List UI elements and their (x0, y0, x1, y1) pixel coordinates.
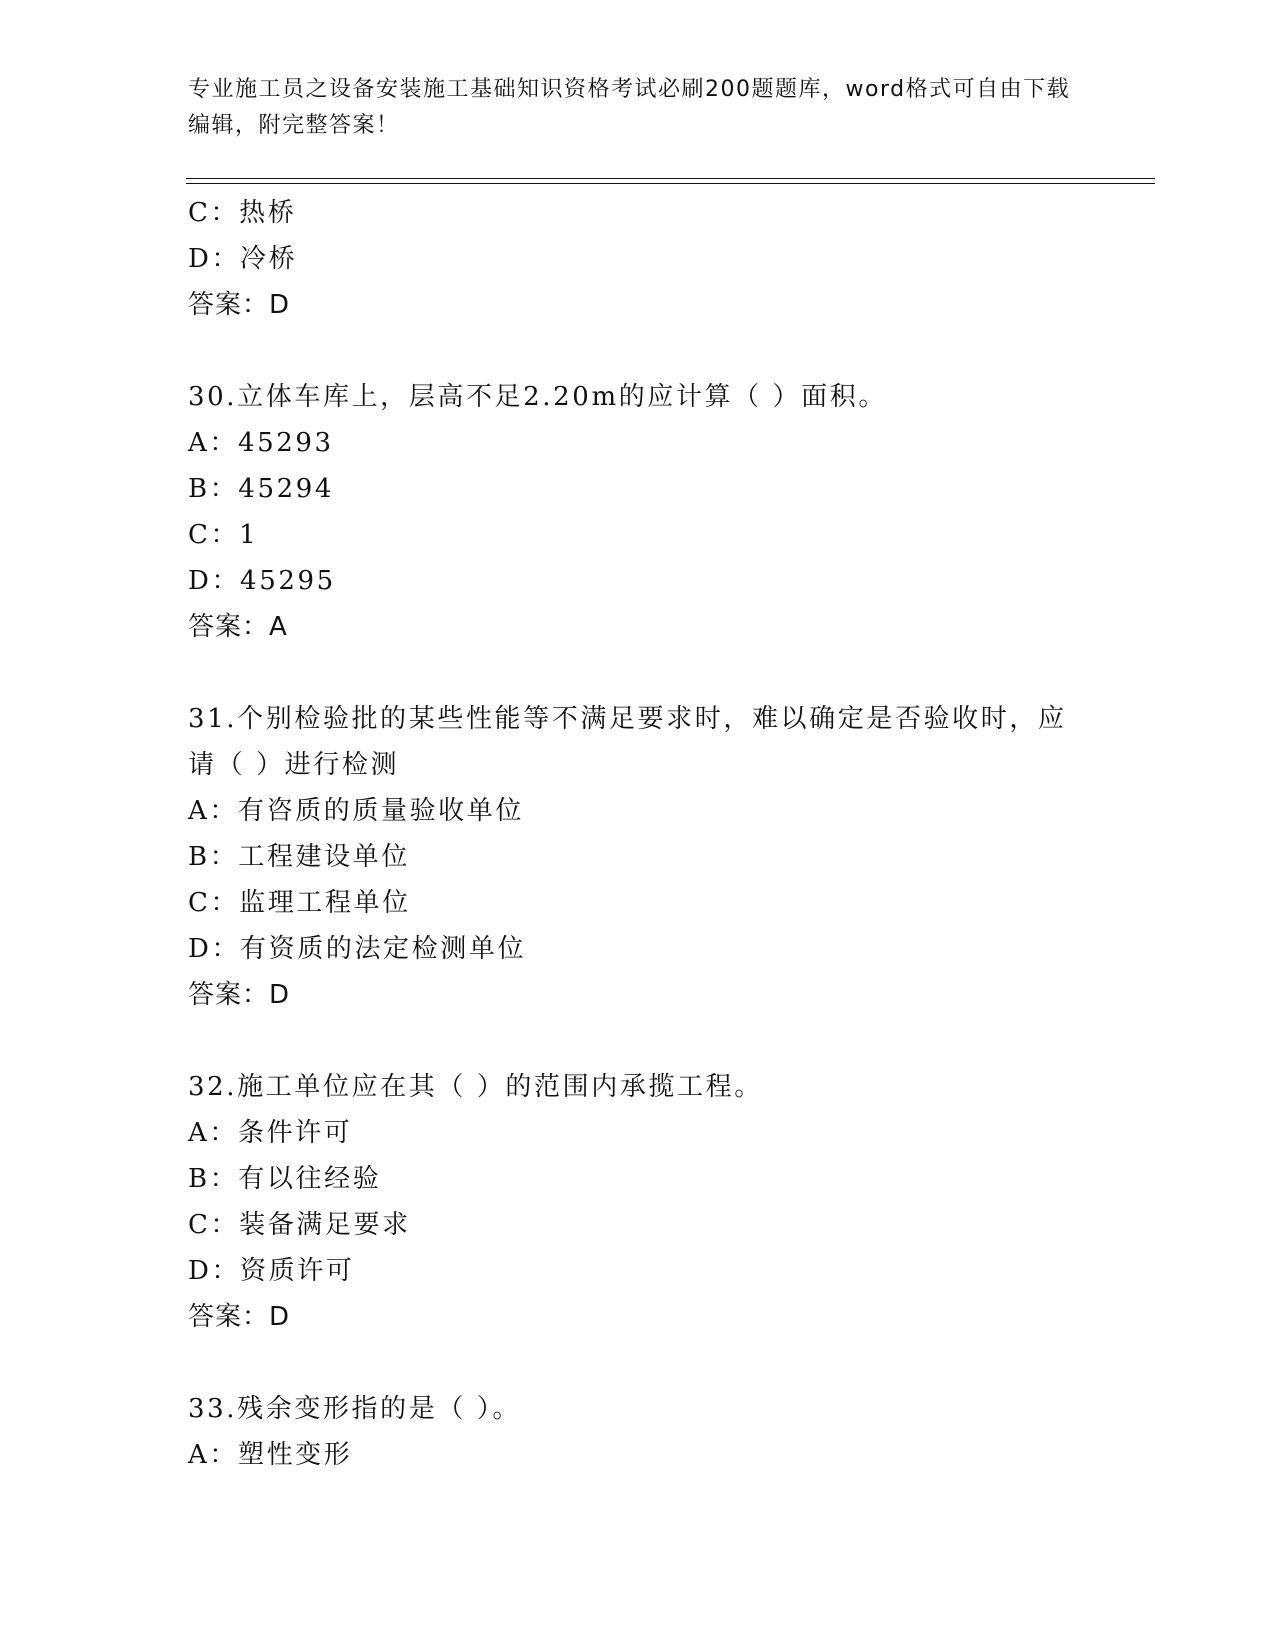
option-c: C：1 (188, 520, 259, 550)
question-text: 30.立体车库上，层高不足2.20m的应计算（ ）面积。 (188, 382, 887, 412)
option-d: D：资质许可 (188, 1256, 355, 1286)
question-list (188, 190, 1088, 1478)
question-29-block (188, 190, 1088, 328)
question-text: 33.残余变形指的是（ ）。 (188, 1394, 522, 1424)
option-c: C：热桥 (188, 198, 297, 228)
option-c: C：装备满足要求 (188, 1210, 411, 1240)
question-text: 32.施工单位应在其（ ）的范围内承揽工程。 (188, 1072, 763, 1102)
question-30-block (188, 374, 1088, 650)
option-a: A：条件许可 (188, 1118, 353, 1148)
option-d: D：45295 (188, 566, 336, 596)
answer-line: 答案：D (188, 290, 291, 320)
option-b: B：45294 (188, 474, 335, 504)
spacer (188, 650, 1088, 696)
option-d: D：冷桥 (188, 244, 298, 274)
question-31-block (188, 696, 1088, 1018)
spacer (188, 1018, 1088, 1064)
question-33-block (188, 1386, 1088, 1478)
option-a: A：塑性变形 (188, 1440, 353, 1470)
answer-line: 答案：A (188, 612, 288, 642)
header-divider-top (186, 178, 1155, 179)
option-b: B：有以往经验 (188, 1164, 382, 1194)
answer-line: 答案：D (188, 1302, 291, 1332)
header-divider-bottom (186, 183, 1155, 184)
option-b: B：工程建设单位 (188, 842, 410, 872)
question-text: 31.个别检验批的某些性能等不满足要求时，难以确定是否验收时，应请（ ）进行检测 (188, 704, 1067, 780)
answer-line: 答案：D (188, 980, 291, 1010)
option-a: A：45293 (188, 428, 334, 458)
option-d: D：有资质的法定检测单位 (188, 934, 527, 964)
option-c: C：监理工程单位 (188, 888, 411, 918)
spacer (188, 1340, 1088, 1386)
page-header-title: 专业施工员之设备安装施工基础知识资格考试必刷200题题库，word格式可自由下载编辑，附完整答案！ (188, 77, 1071, 138)
option-a: A：有咨质的质量验收单位 (188, 796, 524, 826)
question-32-block (188, 1064, 1088, 1340)
spacer (188, 328, 1088, 374)
